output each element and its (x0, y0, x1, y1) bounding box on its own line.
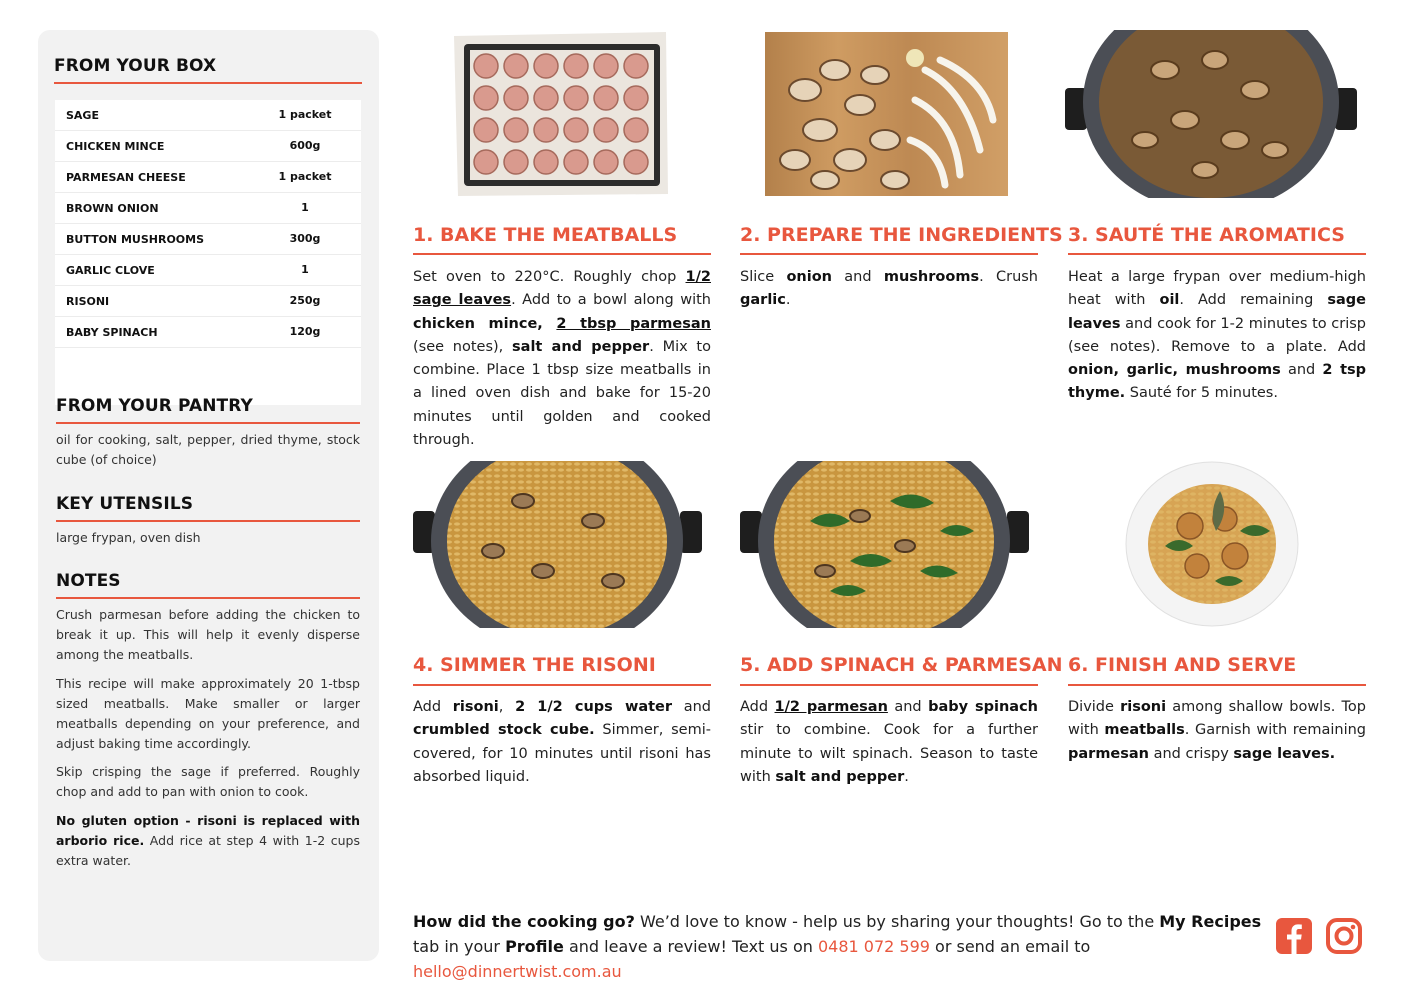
email-link[interactable]: hello@dinnertwist.com.au (413, 962, 622, 981)
table-row (55, 162, 361, 193)
step-text-run: Add (413, 699, 453, 715)
table-row (55, 131, 361, 162)
pantry-text: oil for cooking, salt, pepper, dried thyme, stock cube (of choice) (56, 432, 360, 467)
step-2-rule (740, 253, 1038, 255)
table-row (55, 286, 361, 317)
step-text-run: baby spinach (928, 699, 1038, 715)
ingredient-name: CHICKEN MINCE (66, 140, 165, 153)
feedback-text (413, 909, 1263, 984)
step-text-run: salt and pepper (512, 338, 650, 355)
table-row (55, 100, 361, 131)
box-heading: FROM YOUR BOX (54, 56, 217, 76)
ingredient-name: BUTTON MUSHROOMS (66, 233, 205, 246)
step-5-body (740, 696, 1038, 789)
meatball (534, 86, 558, 110)
step-text-run: onion, garlic, mushrooms (1068, 362, 1281, 379)
meatball (594, 86, 618, 110)
meatball (624, 118, 648, 142)
step-1-title: 1. BAKE THE MEATBALLS (413, 224, 678, 246)
facebook-icon[interactable] (1275, 917, 1313, 955)
step-1-rule (413, 253, 711, 255)
phone-number[interactable]: 0481 072 599 (817, 937, 930, 956)
ingredient-qty: 600g (289, 139, 321, 152)
ingredient-name: PARMESAN CHEESE (66, 171, 186, 184)
step-text-run: onion (786, 269, 832, 285)
step-text-run: salt and pepper (775, 768, 905, 785)
step-text-run: crumbled stock cube. (413, 722, 595, 739)
box-heading-rule (54, 82, 362, 84)
meatball (624, 150, 648, 174)
ingredient-name: SAGE (66, 109, 99, 122)
step-2-photo (765, 30, 1008, 198)
profile-label: Profile (505, 937, 564, 956)
step-text-run: 1/2 sage leaves (413, 269, 711, 309)
table-row (55, 193, 361, 224)
step-4-photo (413, 461, 702, 628)
step-text-run: Heat a large frypan over medium-high heat with (1068, 269, 1366, 309)
step-text-run: Slice (740, 269, 787, 285)
step-text-run: sage leaves. (1233, 745, 1336, 762)
step-text-run: . (785, 292, 791, 309)
step-1-photo (450, 30, 670, 198)
ingredient-qty: 1 (301, 263, 309, 276)
step-text-run: . Mix to combine. Place 1 tbsp size meatballs in a lined oven dish and bake for 15-20 minutes until golden and cooked through. (413, 338, 711, 449)
step-5-rule (740, 684, 1038, 686)
feedback-text-2: tab in your (413, 937, 506, 956)
step-text-run: and (887, 699, 929, 715)
step-3-title: 3. SAUTÉ THE AROMATICS (1068, 224, 1345, 246)
ingredient-name: GARLIC CLOVE (66, 264, 155, 277)
meatball (534, 150, 558, 174)
feedback-text-3: and leave a review! Text us on (563, 937, 818, 956)
step-text-run: Simmer, semi-covered, for 10 minutes until risoni has absorbed liquid. (413, 722, 711, 785)
meatball (594, 118, 618, 142)
sidebar (38, 30, 379, 961)
note-4-bold: No gluten option - risoni is replaced with arborio rice. (56, 813, 360, 848)
step-text-run: . Add remaining (1179, 292, 1328, 309)
step-6-title: 6. FINISH AND SERVE (1068, 654, 1297, 676)
step-6-photo (1125, 461, 1300, 628)
step-3-photo (1065, 30, 1357, 198)
meatball (474, 118, 498, 142)
note-4 (56, 811, 360, 871)
notes-heading: NOTES (56, 571, 121, 591)
feedback-text-4: or send an email to (929, 937, 1091, 956)
step-text-run: and (672, 699, 712, 715)
step-text-run: . (904, 768, 909, 785)
ingredient-qty: 300g (289, 232, 321, 245)
ingredient-qty: 1 (301, 201, 309, 214)
meatball (594, 54, 618, 78)
table-row (55, 255, 361, 286)
meatball (564, 54, 588, 78)
meatball (504, 150, 528, 174)
step-4-body (413, 696, 711, 789)
note-2: This recipe will make approximately 20 1-tbsp sized meatballs. Make smaller or larger meatballs depending on your preference, and adjust baking time accordingly. (56, 676, 360, 751)
step-text-run: risoni (452, 699, 499, 715)
step-text-run: Divide (1068, 699, 1121, 715)
step-text-run: . Crush (979, 269, 1039, 285)
feedback-text-1: We’d love to know - help us by sharing your thoughts! Go to the (634, 912, 1160, 931)
step-text-run: and (832, 269, 884, 285)
meatball (624, 86, 648, 110)
note-3: Skip crisping the sage if preferred. Roughly chop and add to pan with onion to cook. (56, 764, 360, 799)
ingredient-name: BABY SPINACH (66, 326, 158, 339)
step-text-run: and (1280, 362, 1323, 379)
step-text-run: chicken mince, (413, 315, 557, 332)
note-4-rest: Add rice at step 4 with 1-2 cups extra water. (56, 833, 360, 868)
pantry-heading-rule (56, 422, 360, 424)
step-text-run: stir to combine. Cook for a further minute to wilt spinach. Season to taste with (740, 722, 1038, 785)
ingredient-qty: 120g (289, 325, 321, 338)
meatball (624, 54, 648, 78)
utensils-text: large frypan, oven dish (56, 530, 201, 545)
step-text-run: garlic (740, 292, 786, 309)
step-text-run: among shallow bowls. Top with (1068, 699, 1366, 739)
step-text-run: mushrooms (883, 269, 980, 285)
my-recipes-label: My Recipes (1159, 912, 1262, 931)
meatball (564, 86, 588, 110)
meatball (474, 86, 498, 110)
step-3-rule (1068, 253, 1366, 255)
meatball (564, 118, 588, 142)
meatball (594, 150, 618, 174)
meatball (474, 150, 498, 174)
step-text-run: 2 tbsp parmesan (556, 315, 711, 332)
step-text-run: parmesan (1068, 745, 1149, 762)
step-4-rule (413, 684, 711, 686)
step-text-run: (see notes), (413, 338, 513, 355)
step-1-body (413, 266, 711, 452)
utensils-heading-rule (56, 520, 360, 522)
pantry-heading: FROM YOUR PANTRY (56, 396, 253, 416)
meatball (534, 54, 558, 78)
step-text-run: Set oven to 220°C. Roughly chop (413, 269, 686, 285)
step-text-run: meatballs (1104, 722, 1185, 739)
meatball (534, 118, 558, 142)
note-1: Crush parmesan before adding the chicken to break it up. This will help it evenly disperse among the meatballs. (56, 607, 360, 662)
step-text-run: Sauté for 5 minutes. (1125, 385, 1278, 402)
step-text-run: Add (740, 699, 775, 715)
step-3-body (1068, 266, 1366, 406)
table-row (55, 317, 361, 348)
step-6-body (1068, 696, 1366, 766)
step-text-run: 2 tsp thyme. (1068, 362, 1367, 402)
step-text-run: oil (1159, 292, 1180, 309)
meatball (504, 54, 528, 78)
step-4-title: 4. SIMMER THE RISONI (413, 654, 656, 676)
feedback-question: How did the cooking go? (413, 912, 635, 931)
table-row (55, 224, 361, 255)
step-text-run: and cook for 1-2 minutes to crisp (see notes). Remove to a plate. Add (1068, 315, 1366, 355)
step-5-photo (740, 461, 1029, 628)
ingredient-qty: 1 packet (278, 170, 332, 183)
step-6-rule (1068, 684, 1366, 686)
step-text-run: , (498, 699, 516, 715)
step-text-run: 1/2 parmesan (774, 699, 888, 715)
step-2-title: 2. PREPARE THE INGREDIENTS (740, 224, 1063, 246)
ingredient-name: RISONI (66, 295, 110, 308)
meatball (564, 150, 588, 174)
step-text-run: and crispy (1149, 745, 1234, 762)
utensils-heading: KEY UTENSILS (56, 494, 194, 514)
box-ingredients-table (55, 100, 361, 405)
meatball (504, 118, 528, 142)
step-text-run: 2 1/2 cups water (515, 699, 673, 715)
meatball (504, 86, 528, 110)
step-text-run: . Garnish with remaining (1184, 722, 1366, 739)
step-2-body (740, 266, 1038, 313)
meatball (474, 54, 498, 78)
step-text-run: sage leaves (1068, 292, 1366, 332)
ingredient-name: BROWN ONION (66, 202, 159, 215)
step-text-run: risoni (1120, 699, 1167, 715)
ingredient-qty: 1 packet (278, 108, 332, 121)
ingredient-qty: 250g (289, 294, 321, 307)
step-text-run: . Add to a bowl along with (511, 292, 711, 309)
step-5-title: 5. ADD SPINACH & PARMESAN (740, 654, 1063, 676)
notes-heading-rule (56, 597, 360, 599)
instagram-icon[interactable] (1325, 917, 1363, 955)
